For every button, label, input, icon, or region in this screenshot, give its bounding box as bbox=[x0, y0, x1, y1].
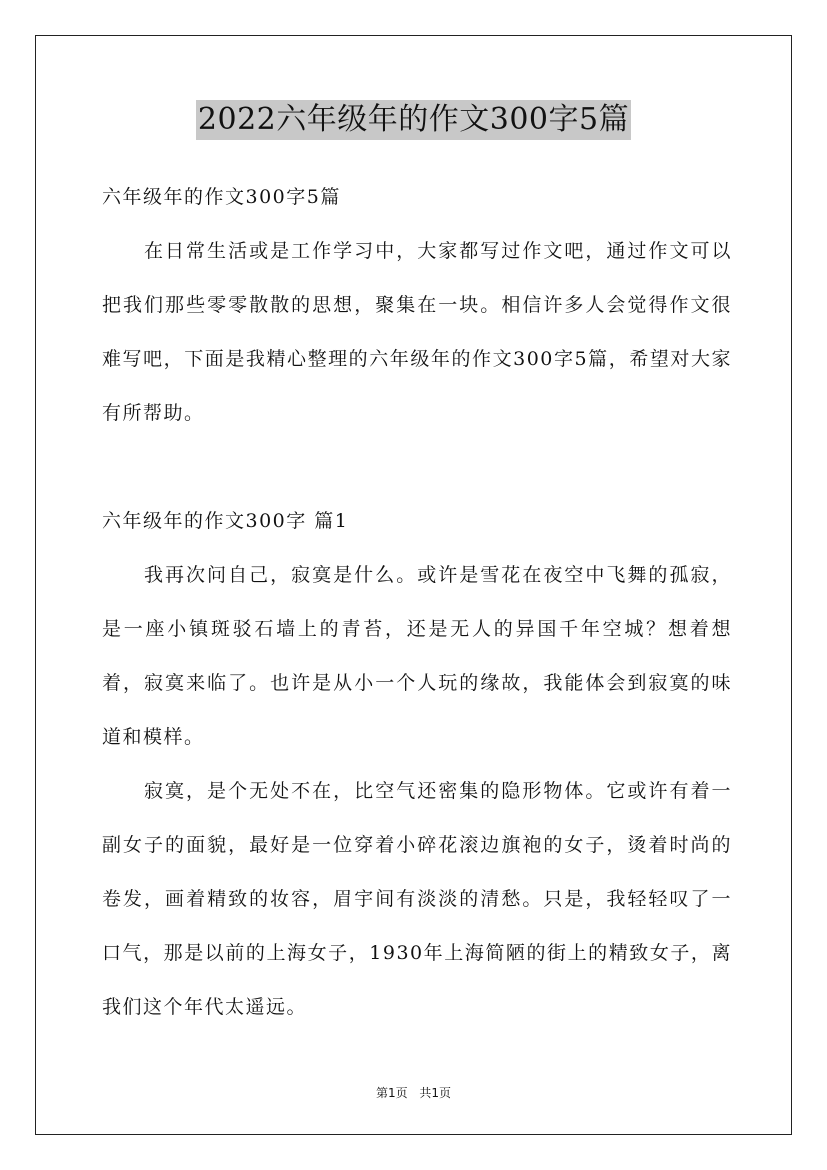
page-footer bbox=[0, 1084, 827, 1101]
document-body bbox=[102, 170, 732, 1034]
intro-heading: 六年级年的作文300字5篇 bbox=[102, 186, 341, 208]
document-title: 2022六年级年的作文300字5篇 bbox=[196, 100, 631, 140]
page-total: 共1页 bbox=[419, 1086, 452, 1100]
section-heading: 六年级年的作文300字 篇1 bbox=[102, 510, 349, 532]
body-paragraph: 我再次问自己，寂寞是什么。或许是雪花在夜空中飞舞的孤寂，是一座小镇斑驳石墙上的青苔，还是无人的异国千年空城？想着想着，寂寞来临了。也许是从小一个人玩的缘故，我能体会到寂寞的味道和模样。 bbox=[102, 564, 732, 748]
body-paragraph: 寂寞，是个无处不在，比空气还密集的隐形物体。它或许有着一副女子的面貌，最好是一位穿着小碎花滚边旗袍的女子，烫着时尚的卷发，画着精致的妆容，眉宇间有淡淡的清愁。只是，我轻轻叹了一口气，那是以前的上海女子，1930年上海简陋的街上的精致女子，离我们这个年代太遥远。 bbox=[102, 780, 732, 1018]
section-spacer bbox=[102, 440, 732, 494]
intro-paragraph: 在日常生活或是工作学习中，大家都写过作文吧，通过作文可以把我们那些零零散散的思想，聚集在一块。相信许多人会觉得作文很难写吧，下面是我精心整理的六年级年的作文300字5篇，希望对大家有所帮助。 bbox=[102, 240, 732, 424]
page-number: 第1页 bbox=[375, 1086, 408, 1100]
title-container bbox=[0, 100, 827, 140]
